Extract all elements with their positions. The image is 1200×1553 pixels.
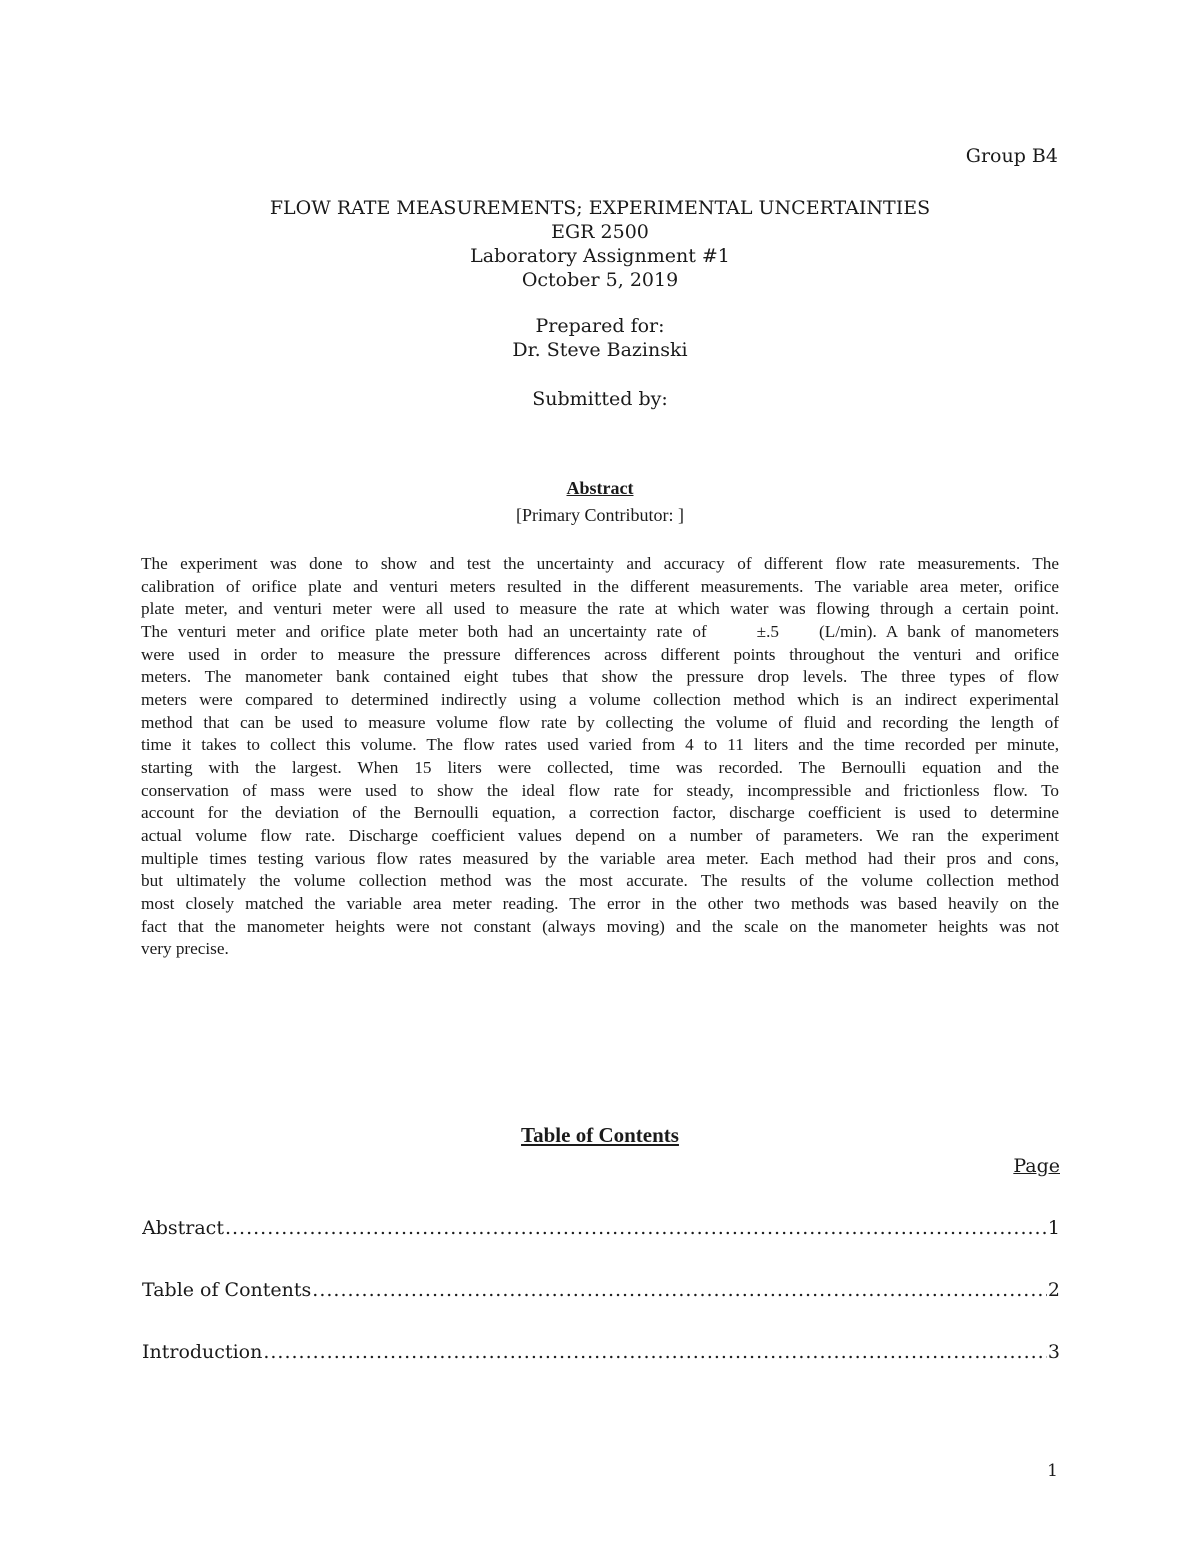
toc-entry-page: 2: [1047, 1279, 1060, 1301]
report-date: October 5, 2019: [521, 269, 679, 291]
toc-leader-dots: [263, 1341, 1047, 1363]
toc-entry-label: Table of Contents: [142, 1279, 312, 1301]
toc-entry-label: Abstract: [142, 1217, 224, 1239]
title-block: [0, 196, 1200, 411]
group-label: Group B4: [965, 145, 1058, 167]
abstract-line: were used in order to measure the pressure differences across different points throughout the venturi and orifice: [141, 644, 1059, 664]
submitted-by-label: Submitted by:: [532, 388, 668, 410]
abstract-line: plate meter, and venturi meter were all used to measure the rate at which water was flowing through a certain point.: [141, 599, 1059, 619]
assignment-name: Laboratory Assignment #1: [470, 245, 730, 267]
abstract-line: starting with the largest. When 15 liters were collected, time was recorded. The Bernoulli equation and the: [141, 757, 1059, 777]
abstract-line: meters were compared to determined indirectly using a volume collection method which is an indirect experimental: [141, 689, 1059, 709]
toc-entry-label: Introduction: [142, 1341, 263, 1363]
abstract-line: actual volume flow rate. Discharge coefficient values depend on a number of parameters. We ran the experiment: [141, 825, 1059, 845]
abstract-line: very precise.: [141, 939, 229, 959]
prepared-for-name: Dr. Steve Bazinski: [512, 339, 688, 361]
abstract-body: [141, 553, 1059, 961]
abstract-line: most closely matched the variable area meter reading. The error in the other two methods was based heavily on the: [141, 893, 1059, 913]
abstract-line: method that can be used to measure volume flow rate by collecting the volume of fluid and recording the length of: [141, 712, 1059, 732]
prepared-for-label: Prepared for:: [535, 315, 665, 337]
abstract-line: calibration of orifice plate and venturi meters resulted in the different measurements. The variable area meter, orifice: [141, 576, 1059, 596]
toc-entry-introduction[interactable]: [142, 1341, 1060, 1363]
abstract-line: The experiment was done to show and test the uncertainty and accuracy of different flow rate measurements. The: [141, 554, 1059, 573]
toc-leader-dots: [225, 1217, 1047, 1239]
abstract-line: conservation of mass were used to show the ideal flow rate for steady, incompressible and frictionless flow. To: [141, 780, 1059, 800]
toc-heading: Table of Contents: [521, 1123, 679, 1147]
toc-leader-dots: [312, 1279, 1047, 1301]
abstract-line: multiple times testing various flow rates measured by the variable area meter. Each method had their pros and cons,: [141, 848, 1059, 868]
page-number: 1: [1047, 1461, 1058, 1481]
abstract-line: but ultimately the volume collection method was the most accurate. The results of the volume collection method: [141, 871, 1059, 891]
course-code: EGR 2500: [551, 221, 649, 243]
abstract-contributor: [Primary Contributor: ]: [516, 505, 684, 525]
abstract-line: The venturi meter and orifice plate meter both had an uncertainty rate of ±.5 (L/min). A bank of manometers: [141, 621, 1059, 641]
toc-page-label: Page: [1013, 1155, 1060, 1177]
toc-entry-table-of-contents[interactable]: [142, 1279, 1060, 1301]
toc-entry-page: 1: [1047, 1217, 1060, 1239]
toc-entry-abstract[interactable]: [142, 1217, 1060, 1239]
abstract-line: meters. The manometer bank contained eight tubes that show the pressure drop levels. The three types of flow: [141, 667, 1059, 687]
abstract-line: time it takes to collect this volume. The flow rates used varied from 4 to 11 liters and the time recorded per minute,: [141, 735, 1059, 755]
abstract-line: account for the deviation of the Bernoulli equation, a correction factor, discharge coefficient is used to determine: [141, 803, 1059, 823]
abstract-line: fact that the manometer heights were not constant (always moving) and the scale on the manometer heights was not: [141, 916, 1059, 936]
abstract-heading: Abstract: [566, 478, 634, 498]
toc-entry-page: 3: [1047, 1341, 1060, 1363]
report-title: FLOW RATE MEASUREMENTS; EXPERIMENTAL UNCERTAINTIES: [269, 197, 931, 219]
